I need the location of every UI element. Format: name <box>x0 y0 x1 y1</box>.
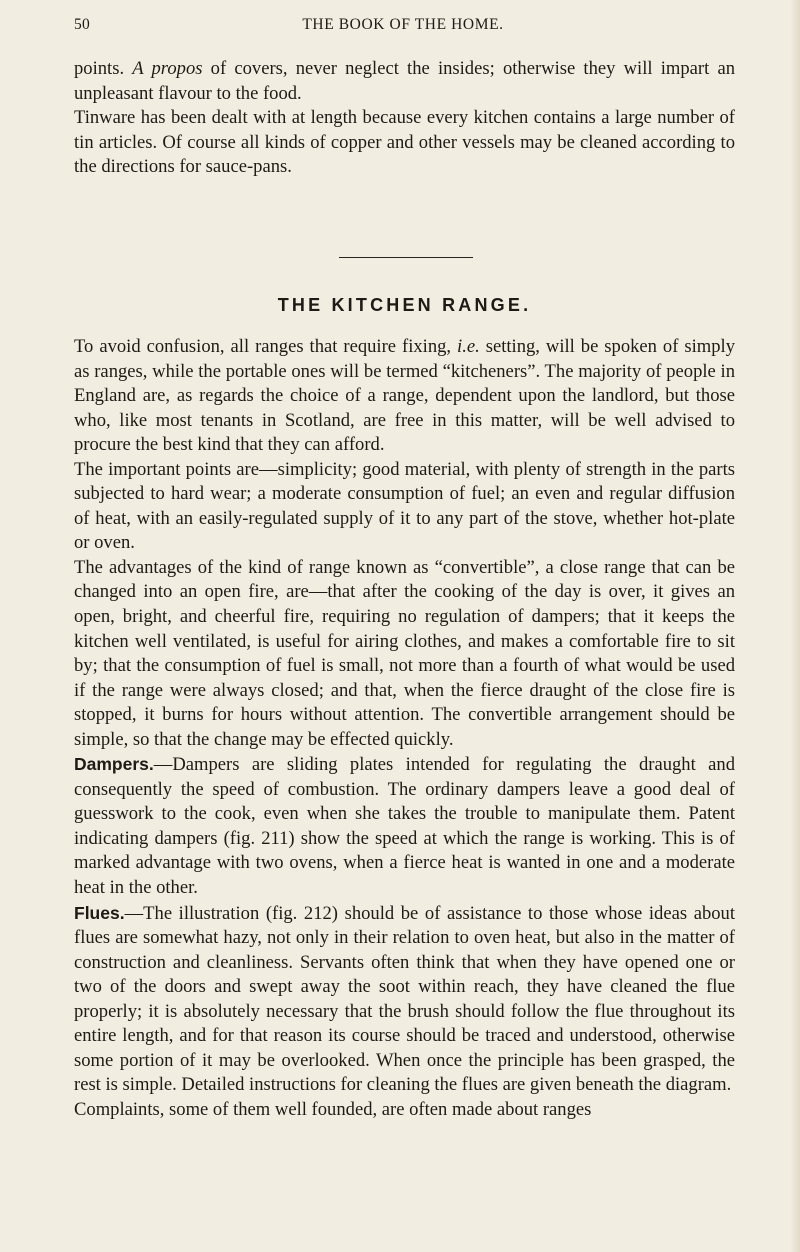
flues-heading: Flues. <box>74 902 125 923</box>
section-paragraph-3: The advantages of the kind of range known as “convertible”, a close range that can be changed into an open fire, are—that after the cooking of the day is over, it gives an open, bright, and cheerful fire, requiring no regulation of dampers; that it keeps the kitchen well ventilated, is useful for airing clothes, and makes a comfortable fire to sit by; that the consumption of fuel is small, not more than a fourth of what would be used if the range were always closed; and that, when the fierce draught of the close fire is stopped, it burns for hours without attention. The convertible arrangement should be simple, so that the change may be effected quickly. <box>74 556 735 750</box>
section-paragraph-1 <box>74 335 735 458</box>
section-p1-end: setting, will be spoken of simply as ranges, while the portable ones will be termed “kitcheners”. The majority of people in England are, as regards the choice of a range, dependent upon the landlord, but those who, like most tenants in Scotland, are free in this matter, will be well advised to procure the best kind that they can afford. <box>74 336 735 456</box>
intro-paragraph-1 <box>74 57 735 106</box>
intro-p1-start: points. <box>74 58 133 79</box>
flues-text: —The illustration (fig. 212) should be of assistance to those whose ideas about flues are somewhat hazy, not only in their relation to oven heat, but also in the matter of construction and cleanliness. Servants often think that when they have opened one or two of the doors and swept away the soot within reach, they have cleaned the flue properly; it is absolutely necessary that the brush should follow the flue throughout its entire length, and for that reason its course should be traced and understood, otherwise some portion of it may be overlooked. When once the principle has been grasped, the rest is simple. Detailed instructions for cleaning the flues are given beneath the diagram. <box>74 902 735 1096</box>
section-paragraph-last: Complaints, some of them well founded, are often made about ranges <box>74 1098 592 1120</box>
section-body <box>74 335 735 1123</box>
intro-paragraph-2: Tinware has been dealt with at length because every kitchen contains a large number of tin articles. Of course all kinds of copper and other vessels may be cleaned according to the directions for sauce-pans. <box>74 107 735 178</box>
page-header <box>74 16 732 42</box>
section-paragraph-2: The important points are—simplicity; good material, with plenty of strength in the parts subjected to hard wear; a moderate consumption of fuel; an even and regular diffusion of heat, with an easily-regulated supply of it to any part of the stove, whether hot-plate or oven. <box>74 458 735 554</box>
dampers-paragraph <box>74 752 735 900</box>
intro-text <box>74 57 735 180</box>
intro-p1-italic: A propos <box>132 58 203 79</box>
section-divider <box>339 257 473 258</box>
section-heading: THE KITCHEN RANGE. <box>277 295 532 315</box>
intro-p1-end: of covers, never neglect the insides; otherwise they will impart an unpleasant flavour to the food. <box>74 58 735 104</box>
section-p1-italic: i.e. <box>457 336 480 357</box>
dampers-heading: Dampers. <box>74 754 154 775</box>
flues-paragraph <box>74 901 735 1098</box>
page-number: 50 <box>74 16 91 33</box>
section-p1-start: To avoid confusion, all ranges that require fixing, <box>74 336 458 357</box>
page-edge-shading <box>790 0 800 1252</box>
running-head: THE BOOK OF THE HOME. <box>302 16 504 33</box>
dampers-text: —Dampers are sliding plates intended for regulating the draught and consequently the speed of combustion. The ordinary dampers leave a good deal of guesswork to the cook, even when she takes the trouble to manipulate them. Patent indicating dampers (fig. 211) show the speed at which the range is working. This is of marked advantage with two ovens, when a fierce heat is wanted in one and a moderate heat in the other. <box>74 754 735 899</box>
